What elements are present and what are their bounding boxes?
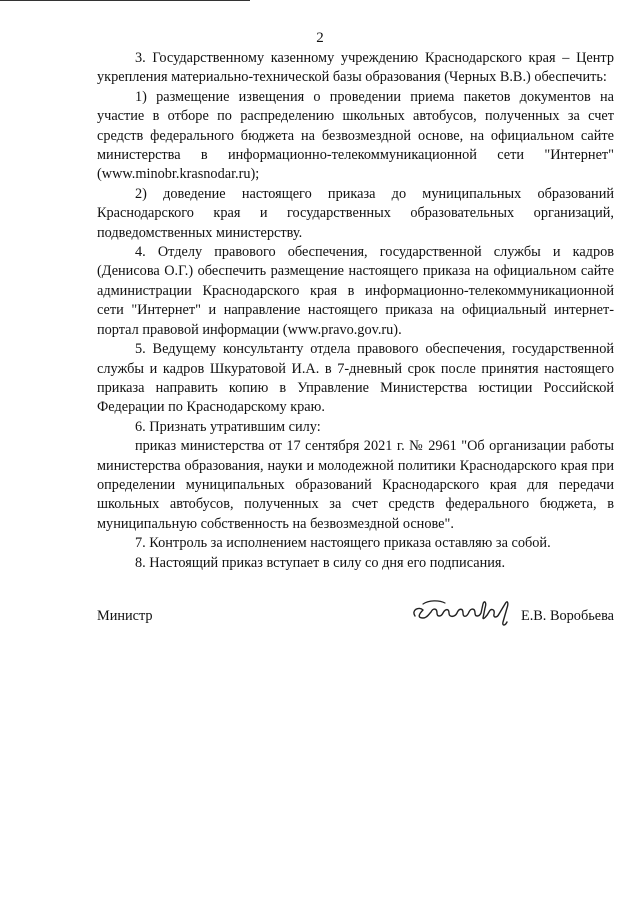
handwritten-signature-icon [409, 596, 519, 630]
paragraph-6: 6. Признать утратившим силу: [135, 418, 321, 435]
paragraph-3-1: 1) размещение извещения о проведении приема пакетов документов на участие в отборе по распределению школьных автобусов, полученных за счет средств федерального бюджета на безвозмездной основе, на официальном сайте министерства в информационно-телекоммуникационной сети "Интернет" (www.minobr.krasnodar.ru); [97, 88, 614, 183]
paragraph-3: 3. Государственному казенному учреждению Краснодарского края – Центр укрепления материально-технической базы образования (Черных В.В.) обеспечить: [97, 50, 614, 86]
paragraph-3-2: 2) доведение настоящего приказа до муниципальных образований Краснодарского края и государственных образовательных организаций, подведомственных министерству. [97, 185, 614, 241]
paragraph-5: 5. Ведущему консультанту отдела правового обеспечения, государственной службы и кадров Шкуратовой И.А. в 7-дневный срок после принятия настоящего приказа направить копию в Управление Министерства юстиции Российской Федерации по Краснодарскому краю. [97, 341, 614, 416]
document-body [97, 49, 614, 573]
signer-title: Министр [97, 608, 153, 624]
paragraph-7: 7. Контроль за исполнением настоящего приказа оставляю за собой. [135, 535, 551, 552]
page-number: 2 [316, 30, 324, 46]
signature-block [97, 596, 614, 636]
paragraph-4: 4. Отделу правового обеспечения, государственной службы и кадров (Денисова О.Г.) обеспечить размещение настоящего приказа на официальном сайте администрации Краснодарского края в информационно-телекоммуникационной сети "Интернет" и направление настоящего приказа на официальный интернет-портал правовой информации (www.pravo.gov.ru). [97, 244, 614, 338]
paragraph-6-order: приказ министерства от 17 сентября 2021 г. № 2961 "Об организации работы министерства образования, науки и молодежной политики Краснодарского края при определении муниципальных образований Краснодарского края для передачи школьных автобусов, полученных за счет средств федерального бюджета, в муниципальную собственность на безвозмездной основе". [97, 438, 614, 532]
top-rule [0, 0, 250, 1]
paragraph-8: 8. Настоящий приказ вступает в силу со дня его подписания. [135, 554, 506, 571]
signer-name: Е.В. Воробьева [520, 608, 614, 624]
